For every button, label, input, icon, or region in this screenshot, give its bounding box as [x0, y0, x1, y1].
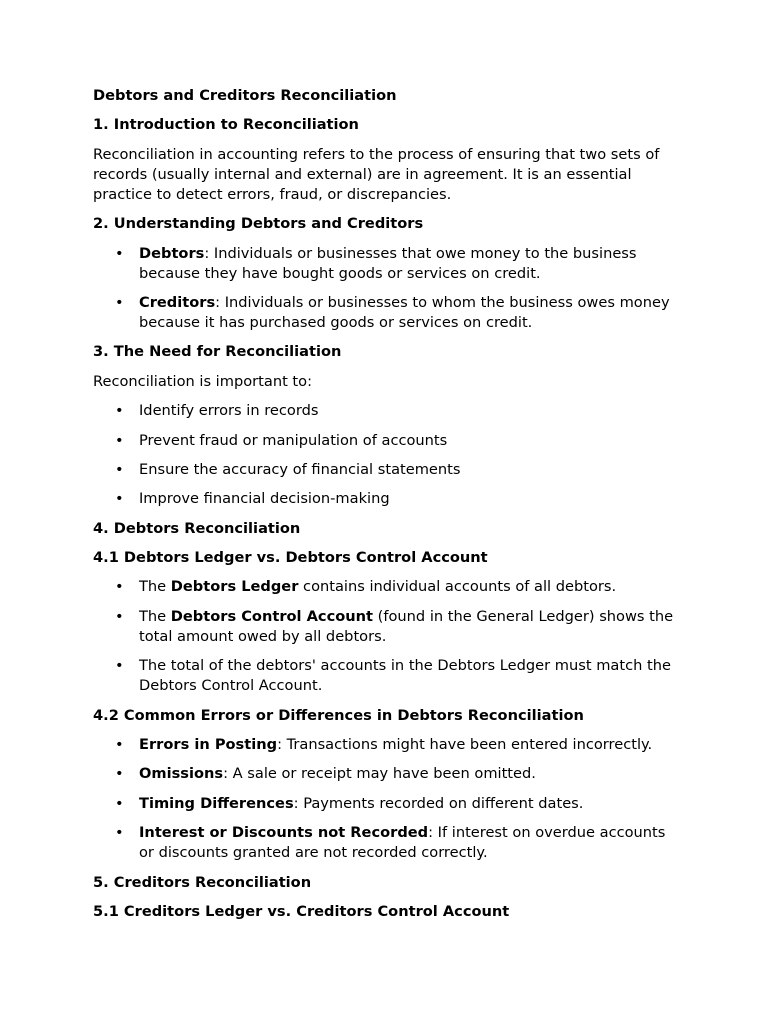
- list-item-text: The total of the debtors' accounts in the Debtors Ledger must match the Debtors Control Account.: [139, 657, 671, 695]
- document-title: Debtors and Creditors Reconciliation: [93, 87, 397, 104]
- list-item: [93, 764, 683, 784]
- section-5-1-heading: 5.1 Creditors Ledger vs. Creditors Control Account: [93, 902, 510, 920]
- term-interest-or-discounts: Interest or Discounts not Recorded: [139, 824, 429, 842]
- term-timing-differences: Timing Differences: [139, 794, 294, 812]
- list-item-text: contains individual accounts of all debtors.: [298, 578, 617, 596]
- list-item: [93, 794, 683, 814]
- definition-creditors: : Individuals or businesses to whom the business owes money because it has purchased goods or services on credit.: [139, 293, 670, 331]
- list-item-text: Identify errors in records: [139, 402, 319, 420]
- list-item-text: Ensure the accuracy of financial statements: [139, 460, 461, 478]
- list-item-text: Improve financial decision-making: [139, 490, 390, 508]
- bullet-icon: •: [115, 431, 124, 449]
- bullet-icon: •: [115, 736, 124, 754]
- list-item-text: : Transactions might have been entered incorrectly.: [277, 736, 653, 754]
- bullet-icon: •: [115, 794, 124, 812]
- section-3-list: [93, 401, 683, 509]
- section-1-heading: 1. Introduction to Reconciliation: [93, 116, 359, 134]
- bullet-icon: •: [115, 402, 124, 420]
- list-item-text: : Payments recorded on different dates.: [293, 794, 584, 812]
- list-item: [93, 401, 683, 421]
- section-2-heading: 2. Understanding Debtors and Creditors: [93, 215, 424, 233]
- bullet-icon: •: [115, 244, 124, 262]
- bullet-icon: •: [115, 657, 124, 675]
- section-1-paragraph: Reconciliation in accounting refers to the process of ensuring that two sets of records (usually internal and external) are in agreement. It is an essential practice to detect errors, fraud, or discrepancies.: [93, 145, 660, 203]
- list-item-prefix: The: [139, 607, 171, 625]
- section-4-2-heading: 4.2 Common Errors or Differences in Debtors Reconciliation: [93, 706, 584, 724]
- bullet-icon: •: [115, 824, 124, 842]
- list-item-debtors: [93, 244, 683, 284]
- list-item-prefix: The: [139, 578, 171, 596]
- term-errors-in-posting: Errors in Posting: [139, 736, 278, 754]
- section-4-heading: 4. Debtors Reconciliation: [93, 519, 301, 537]
- section-2-list: [93, 244, 683, 333]
- term-omissions: Omissions: [139, 765, 224, 783]
- definition-debtors: : Individuals or businesses that owe money to the business because they have bought goods or services on credit.: [139, 244, 637, 282]
- list-item: [93, 431, 683, 451]
- list-item: [93, 735, 683, 755]
- list-item-text: Prevent fraud or manipulation of accounts: [139, 431, 448, 449]
- term-creditors: Creditors: [139, 293, 216, 311]
- section-4-2-list: [93, 735, 683, 863]
- term-debtors-control-account: Debtors Control Account: [170, 607, 374, 625]
- term-debtors: Debtors: [139, 244, 205, 262]
- section-4-1-list: [93, 577, 683, 696]
- list-item: [93, 607, 683, 647]
- section-3-heading: 3. The Need for Reconciliation: [93, 343, 342, 361]
- list-item: [93, 577, 683, 597]
- bullet-icon: •: [115, 460, 124, 478]
- list-item-creditors: [93, 293, 683, 333]
- list-item-text: : A sale or receipt may have been omitted.: [223, 765, 536, 783]
- list-item: [93, 823, 683, 863]
- list-item: [93, 656, 683, 696]
- section-5-heading: 5. Creditors Reconciliation: [93, 873, 312, 891]
- document-page: [93, 86, 683, 931]
- list-item-text: (found in the General Ledger) shows the total amount owed by all debtors.: [139, 607, 674, 645]
- bullet-icon: •: [115, 293, 124, 311]
- bullet-icon: •: [115, 607, 124, 625]
- bullet-icon: •: [115, 490, 124, 508]
- term-debtors-ledger: Debtors Ledger: [170, 578, 299, 596]
- section-4-1-heading: 4.1 Debtors Ledger vs. Debtors Control Account: [93, 549, 488, 567]
- bullet-icon: •: [115, 765, 124, 783]
- section-3-paragraph: Reconciliation is important to:: [93, 372, 312, 390]
- bullet-icon: •: [115, 578, 124, 596]
- list-item: [93, 489, 683, 509]
- list-item: [93, 460, 683, 480]
- list-item-text: : If interest on overdue accounts or discounts granted are not recorded correctly.: [139, 824, 666, 862]
